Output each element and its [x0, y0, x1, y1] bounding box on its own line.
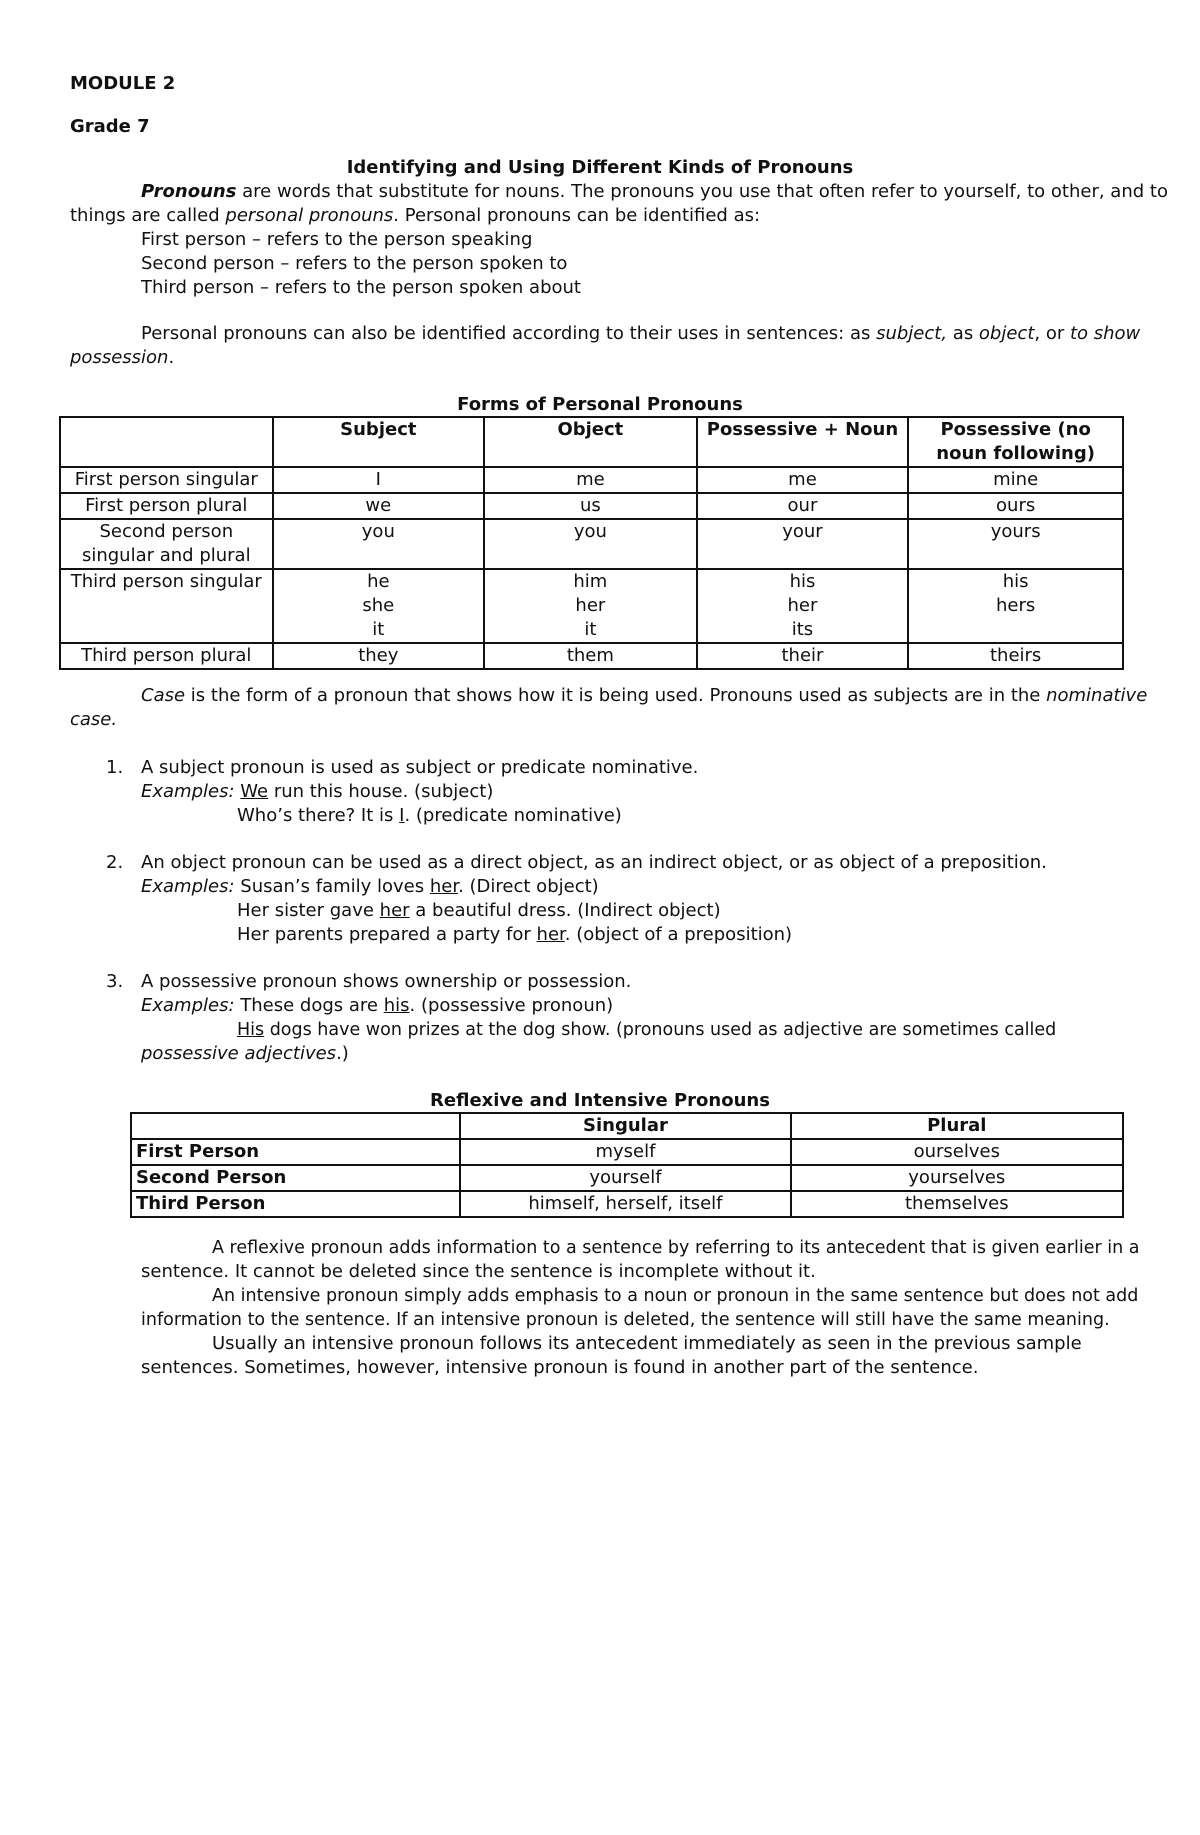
row-label: Third person plural — [60, 643, 273, 669]
personal-pronouns-table — [59, 416, 1124, 670]
cell-object: them — [484, 643, 697, 669]
cell-possessive-noun: his her its — [697, 569, 909, 643]
page-title: Identifying and Using Different Kinds of Pronouns — [346, 157, 854, 178]
list-number-1: 1. — [106, 757, 124, 778]
example-pre: Her sister gave — [237, 900, 380, 921]
cell-possessive-noun: their — [697, 643, 909, 669]
intro-line-1 — [141, 180, 1168, 204]
cell-possessive-noun: our — [697, 493, 909, 519]
table1-header-object: Object — [484, 417, 697, 467]
cell-subject: they — [273, 643, 485, 669]
example-pre: These dogs are — [234, 995, 384, 1016]
example-underlined: His — [237, 1020, 265, 1040]
table-row — [131, 1165, 1123, 1191]
list-example-2c — [237, 923, 792, 947]
list-example-2b — [237, 899, 721, 923]
table-row — [131, 1139, 1123, 1165]
cell-possessive-noun: me — [697, 467, 909, 493]
cell-object: me — [484, 467, 697, 493]
table1-header-row — [60, 417, 1123, 467]
uses-text-a: Personal pronouns can also be identified according to their uses in sentences: as — [141, 323, 877, 344]
cell-object: him her it — [484, 569, 697, 643]
cell-singular: myself — [460, 1139, 790, 1165]
intro-text-2a: things are called — [70, 205, 226, 226]
example-pre: Susan’s family loves — [234, 876, 430, 897]
table-row — [131, 1191, 1123, 1217]
cell-singular: yourself — [460, 1165, 790, 1191]
example-pre: Who’s there? It is — [237, 805, 400, 826]
uses-text-d: . — [168, 347, 175, 368]
closing-p1-line-1: A reflexive pronoun adds information to a sentence by referring to its antecedent that is given earlier in a — [212, 1238, 1140, 1258]
list-rule-2: An object pronoun can be used as a direct object, as an indirect object, or as object of a preposition. — [141, 852, 1047, 873]
case-text: is the form of a pronoun that shows how it is being used. Pronouns used as subjects are in the — [185, 685, 1047, 706]
closing-p3-line-1: Usually an intensive pronoun follows its antecedent immediately as seen in the previous sample — [212, 1333, 1082, 1354]
example-post: run this house. (subject) — [268, 781, 494, 802]
example-underlined: We — [240, 781, 269, 802]
closing-p1-line-2: sentence. It cannot be deleted since the sentence is incomplete without it. — [141, 1261, 816, 1282]
cell-subject: he she it — [273, 569, 485, 643]
cell-object: you — [484, 519, 697, 569]
closing-p2-line-1: An intensive pronoun simply adds emphasis to a noun or pronoun in the same sentence but does not add — [212, 1286, 1139, 1306]
example-post: . (possessive pronoun) — [409, 995, 614, 1016]
cell-subject: we — [273, 493, 485, 519]
cell-plural: yourselves — [791, 1165, 1123, 1191]
table-row — [60, 569, 1123, 643]
cell-singular: himself, herself, itself — [460, 1191, 790, 1217]
cell-possessive: his hers — [908, 569, 1123, 643]
table2-header-empty — [131, 1113, 460, 1139]
row-label: First person plural — [60, 493, 273, 519]
list-example-3a — [141, 994, 613, 1018]
list-rule-3: A possessive pronoun shows ownership or possession. — [141, 971, 632, 992]
closing-p3-line-2: sentences. Sometimes, however, intensive pronoun is found in another part of the sentence. — [141, 1357, 979, 1378]
intro-term: Pronouns — [141, 181, 237, 202]
cell-possessive: theirs — [908, 643, 1123, 669]
example-post: . (predicate nominative) — [404, 805, 622, 826]
cell-subject: I — [273, 467, 485, 493]
cell-subject: you — [273, 519, 485, 569]
table1-title: Forms of Personal Pronouns — [457, 394, 743, 415]
intro-text-1: are words that substitute for nouns. The pronouns you use that often refer to yourself, to other, and to — [236, 181, 1168, 202]
uses-line-2 — [70, 346, 174, 370]
reflexive-pronouns-table — [130, 1112, 1124, 1218]
example-post: a beautiful dress. (Indirect object) — [409, 900, 721, 921]
examples-label: Examples: — [141, 781, 235, 802]
example-underlined: I — [399, 805, 405, 826]
closing-p2-line-2: information to the sentence. If an intensive pronoun is deleted, the sentence will still have the same meaning. — [141, 1310, 1110, 1330]
example-underlined: her — [536, 924, 565, 945]
table2-title: Reflexive and Intensive Pronouns — [430, 1090, 770, 1111]
person-second: Second person – refers to the person spoken to — [141, 253, 568, 274]
example-underlined: her — [429, 876, 459, 897]
list-number-2: 2. — [106, 852, 124, 873]
case-term: Case — [141, 685, 186, 706]
examples-label: Examples: — [141, 995, 235, 1016]
table-row — [60, 643, 1123, 669]
person-third: Third person – refers to the person spoken about — [141, 277, 581, 298]
uses-show: to show — [1069, 323, 1141, 344]
uses-text-c: , or — [1034, 323, 1070, 344]
table1-header-empty — [60, 417, 273, 467]
list-example-2a — [141, 875, 599, 899]
grade-label: Grade 7 — [70, 116, 150, 137]
possessive-adjectives-term: possessive adjectives — [141, 1043, 337, 1064]
module-label: MODULE 2 — [70, 73, 176, 94]
cell-plural: themselves — [791, 1191, 1123, 1217]
person-first: First person – refers to the person speaking — [141, 229, 533, 250]
table2-header-singular: Singular — [460, 1113, 790, 1139]
case-term-2: nominative — [1046, 685, 1148, 706]
uses-text-b: as — [947, 323, 979, 344]
row-label: Second Person — [131, 1165, 460, 1191]
table-row — [60, 519, 1123, 569]
case-line-2: case. — [70, 709, 118, 730]
table2-header-plural: Plural — [791, 1113, 1123, 1139]
intro-text-2b: . Personal pronouns can be identified as: — [393, 205, 761, 226]
table-row — [60, 467, 1123, 493]
cell-possessive: yours — [908, 519, 1123, 569]
example-underlined: her — [379, 900, 410, 921]
cell-possessive: ours — [908, 493, 1123, 519]
cell-plural: ourselves — [791, 1139, 1123, 1165]
cell-possessive: mine — [908, 467, 1123, 493]
uses-subject: subject, — [876, 323, 948, 344]
uses-possession: possession — [70, 347, 169, 368]
list-number-3: 3. — [106, 971, 124, 992]
row-label: Third person singular — [60, 569, 273, 643]
row-label: First Person — [131, 1139, 460, 1165]
table2-header-row — [131, 1113, 1123, 1139]
table1-header-possessive-noun: Possessive + Noun — [697, 417, 909, 467]
table-row — [60, 493, 1123, 519]
row-label: First person singular — [60, 467, 273, 493]
table1-header-possessive: Possessive (no noun following) — [908, 417, 1123, 467]
table1-header-subject: Subject — [273, 417, 485, 467]
uses-line-1 — [141, 322, 1140, 346]
intro-line-2 — [70, 204, 760, 228]
row-label: Second person singular and plural — [60, 519, 273, 569]
example-post: . (Direct object) — [458, 876, 599, 897]
example-underlined: his — [383, 995, 410, 1016]
list-example-3b — [237, 1018, 1056, 1042]
list-example-3c — [141, 1042, 349, 1066]
uses-object: object — [978, 323, 1035, 344]
row-label: Third Person — [131, 1191, 460, 1217]
list-rule-1: A subject pronoun is used as subject or predicate nominative. — [141, 757, 699, 778]
list-example-1b — [237, 804, 622, 828]
examples-label: Examples: — [141, 876, 235, 897]
example-post: .) — [336, 1043, 349, 1064]
cell-object: us — [484, 493, 697, 519]
intro-term-2: personal pronouns — [225, 205, 394, 226]
list-example-1a — [141, 780, 493, 804]
case-line-1 — [141, 684, 1147, 708]
example-post: dogs have won prizes at the dog show. (pronouns used as adjective are sometimes called — [264, 1020, 1057, 1040]
cell-possessive-noun: your — [697, 519, 909, 569]
example-post: . (object of a preposition) — [564, 924, 793, 945]
example-pre: Her parents prepared a party for — [237, 924, 537, 945]
